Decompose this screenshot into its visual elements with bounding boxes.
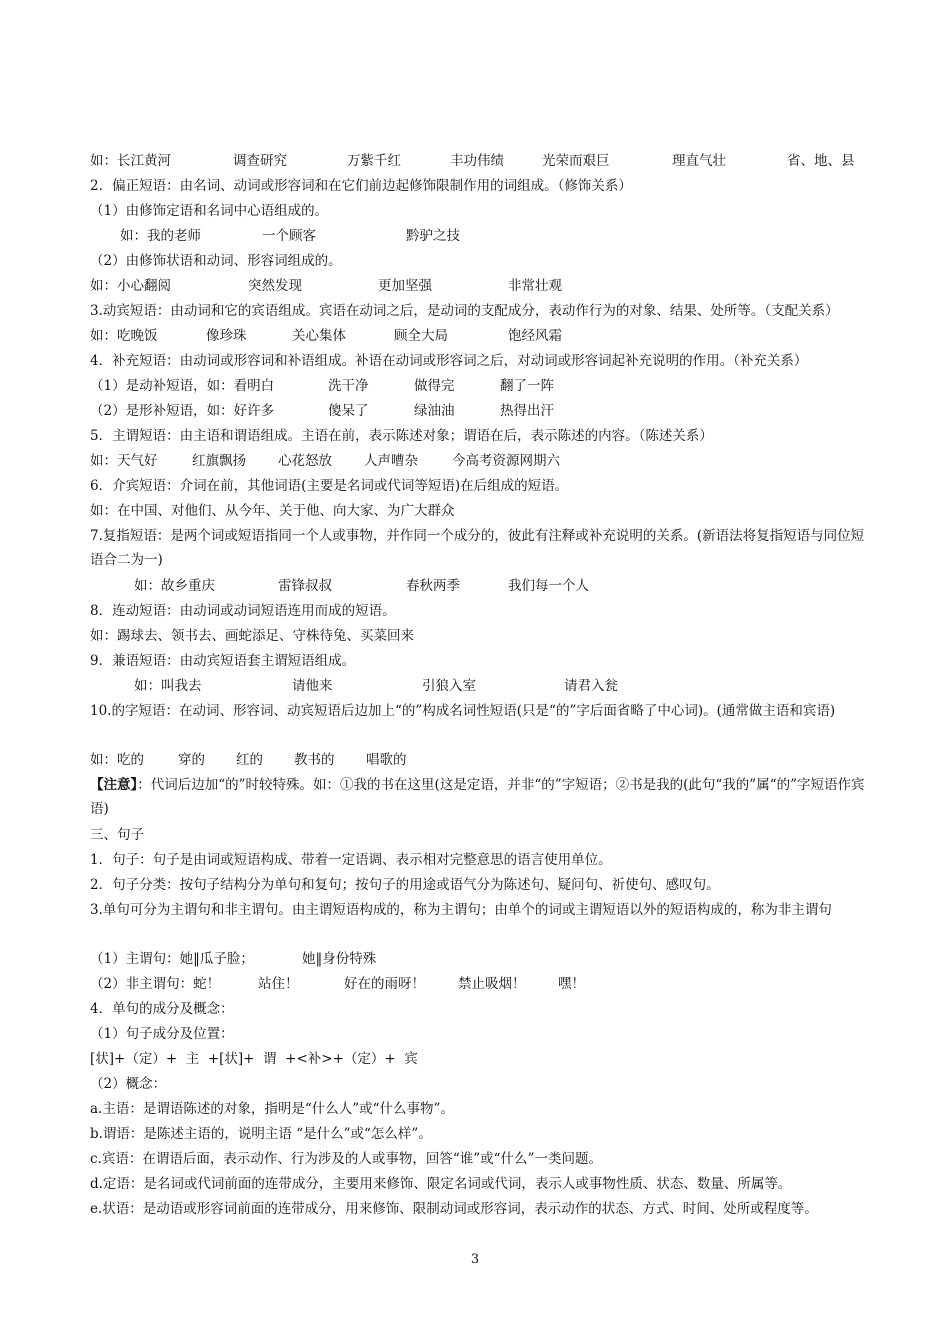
example-item: （1）主谓句：她‖瓜子脸；: [90, 951, 254, 967]
example-item: 顾全大局: [394, 328, 448, 344]
example-item: 理直气壮: [672, 153, 726, 169]
example-item: 省、地、县: [787, 153, 855, 169]
paragraph: 2．句子分类：按句子结构分为单句和复句；按句子的用途或语气分为陈述句、疑问句、祈使句、感叹句。: [90, 877, 720, 893]
example-item: 如：吃晚饭: [90, 328, 158, 344]
paragraph-wrapped: 10.的字短语：在动词、形容词、动宾短语后边加上“的”构成名词性短语(只是“的”字后面省略了中心词)。(通常做主语和宾语): [90, 703, 836, 719]
example-item: 做得完: [414, 378, 455, 394]
example-item: 傻呆了: [328, 403, 369, 419]
example-item: 如：故乡重庆: [134, 578, 215, 594]
example-item: 绿油油: [414, 403, 455, 419]
example-item: 黔驴之技: [406, 228, 460, 244]
example-item: 站住！: [258, 976, 299, 992]
paragraph: （2）概念：: [90, 1076, 167, 1092]
note-text: ：代词后边加“的”时较特殊。如：①我的书在这里(这是定语，并非“的”字短语；②书是我的(此句“我的”属“的”字短语作宾语): [90, 777, 865, 817]
note-paragraph: [90, 773, 870, 821]
example-item: 我们每一个人: [508, 578, 589, 594]
example-item: 光荣而艰巨: [542, 153, 610, 169]
paragraph-wrapped: 7.复指短语：是两个词或短语指同一个人或事物，并作同一个成分的，彼此有注释或补充说明的关系。(新语法将复指短语与同位短语合二为一): [90, 528, 865, 568]
example-item: 嘿！: [558, 976, 585, 992]
example-item: 饱经风霜: [508, 328, 562, 344]
paragraph: 1．句子：句子是由词或短语构成、带着一定语调、表示相对完整意思的语言使用单位。: [90, 852, 612, 868]
example-item: 红的: [236, 752, 263, 768]
paragraph: （1）由修饰定语和名词中心语组成的。: [90, 203, 329, 219]
example-item: 翻了一阵: [500, 378, 554, 394]
example-item: 请君入瓮: [564, 678, 618, 694]
example-item: 穿的: [178, 752, 205, 768]
paragraph: 8．连动短语：由动词或动词短语连用而成的短语。: [90, 603, 396, 619]
definition-object: c.宾语：在谓语后面，表示动作、行为涉及的人或事物，回答“谁”或“什么”一类问题。: [90, 1151, 602, 1167]
definition-predicate: b.谓语：是陈述主语的，说明主语 “是什么”或“怎么样”。: [90, 1126, 432, 1142]
paragraph: 4．补充短语：由动词或形容词和补语组成。补语在动词或形容词之后，对动词或形容词起补充说明的作用。（补充关系）: [90, 353, 808, 369]
paragraph: 6．介宾短语：介词在前，其他词语(主要是名词或代词等短语)在后组成的短语。: [90, 478, 569, 494]
example-item: （1）是动补短语，如：看明白: [90, 378, 275, 394]
example-item: 像珍珠: [206, 328, 247, 344]
example-item: 更加坚强: [378, 278, 432, 294]
example-item: 洗干净: [328, 378, 369, 394]
example-item: 突然发现: [248, 278, 302, 294]
example-item: 热得出汗: [500, 403, 554, 419]
example-item: 引狼入室: [422, 678, 476, 694]
paragraph: 5．主谓短语：由主语和谓语组成。主语在前，表示陈述对象；谓语在后，表示陈述的内容。（陈述关系）: [90, 428, 713, 444]
example-item: （2）是形补短语，如：好许多: [90, 403, 275, 419]
definition-adverbial: e.状语：是动语或形容词前面的连带成分，用来修饰、限制动词或形容词，表示动作的状态、方式、时间、处所或程度等。: [90, 1201, 818, 1217]
example-item: 雷锋叔叔: [278, 578, 332, 594]
paragraph: 2．偏正短语：由名词、动词或形容词和在它们前边起修饰限制作用的词组成。（修饰关系）: [90, 178, 632, 194]
example-item: 丰功伟绩: [450, 153, 504, 169]
example-item: 如：长江黄河: [90, 153, 171, 169]
example-item: 关心集体: [292, 328, 346, 344]
paragraph: 9．兼语短语：由动宾短语套主谓短语组成。: [90, 653, 356, 669]
example-item: 人声嘈杂: [364, 453, 418, 469]
example-item: 如：天气好: [90, 453, 158, 469]
paragraph: （1）句子成分及位置：: [90, 1026, 234, 1042]
example-item: 调查研究: [233, 153, 287, 169]
example-item: 非常壮观: [508, 278, 562, 294]
example-item: 如：吃的: [90, 752, 144, 768]
paragraph: 如：在中国、对他们、从今年、关于他、向大家、为广大群众: [90, 503, 455, 519]
example-item: 红旗飘扬: [192, 453, 246, 469]
example-item: 她‖身份特殊: [302, 951, 377, 967]
definition-attributive: d.定语：是名词或代词前面的连带成分，主要用来修饰、限定名词或代词，表示人或事物性质、状态、数量、所属等。: [90, 1176, 792, 1192]
section-heading: 三、句子: [90, 827, 144, 843]
example-item: （2）非主谓句：蛇！: [90, 976, 221, 992]
example-item: 心花怒放: [278, 453, 332, 469]
example-item: 教书的: [294, 752, 335, 768]
paragraph: 如：踢球去、领书去、画蛇添足、守株待兔、买菜回来: [90, 628, 414, 644]
example-item: 唱歌的: [366, 752, 407, 768]
example-item: 禁止吸烟！: [458, 976, 526, 992]
example-item: 好在的雨呀！: [344, 976, 425, 992]
sentence-structure-formula: [状]+（定）+ 主 +[状]+ 谓 +<补>+（定）+ 宾: [90, 1051, 418, 1067]
example-item: 一个顾客: [262, 228, 316, 244]
example-item: 春秋两季: [406, 578, 460, 594]
example-item: 如：小心翻阅: [90, 278, 171, 294]
example-item: 今高考资源网期六: [452, 453, 560, 469]
paragraph: （2）由修饰状语和动词、形容词组成的。: [90, 253, 342, 269]
example-item: 如：我的老师: [120, 228, 201, 244]
example-item: 万紫千红: [347, 153, 401, 169]
paragraph: 4．单句的成分及概念：: [90, 1001, 234, 1017]
definition-subject: a.主语：是谓语陈述的对象，指明是“什么人”或“什么事物”。: [90, 1101, 454, 1117]
example-item: 如：叫我去: [134, 678, 202, 694]
note-label: 【注意】: [90, 777, 138, 793]
example-item: 请他来: [292, 678, 333, 694]
paragraph: 3.动宾短语：由动词和它的宾语组成。宾语在动词之后，是动词的支配成分，表动作行为的对象、结果、处所等。（支配关系）: [90, 303, 839, 319]
page-number: 3: [470, 1252, 480, 1267]
paragraph: 3.单句可分为主谓句和非主谓句。由主谓短语构成的，称为主谓句；由单个的词或主谓短语以外的短语构成的，称为非主谓句: [90, 902, 832, 918]
